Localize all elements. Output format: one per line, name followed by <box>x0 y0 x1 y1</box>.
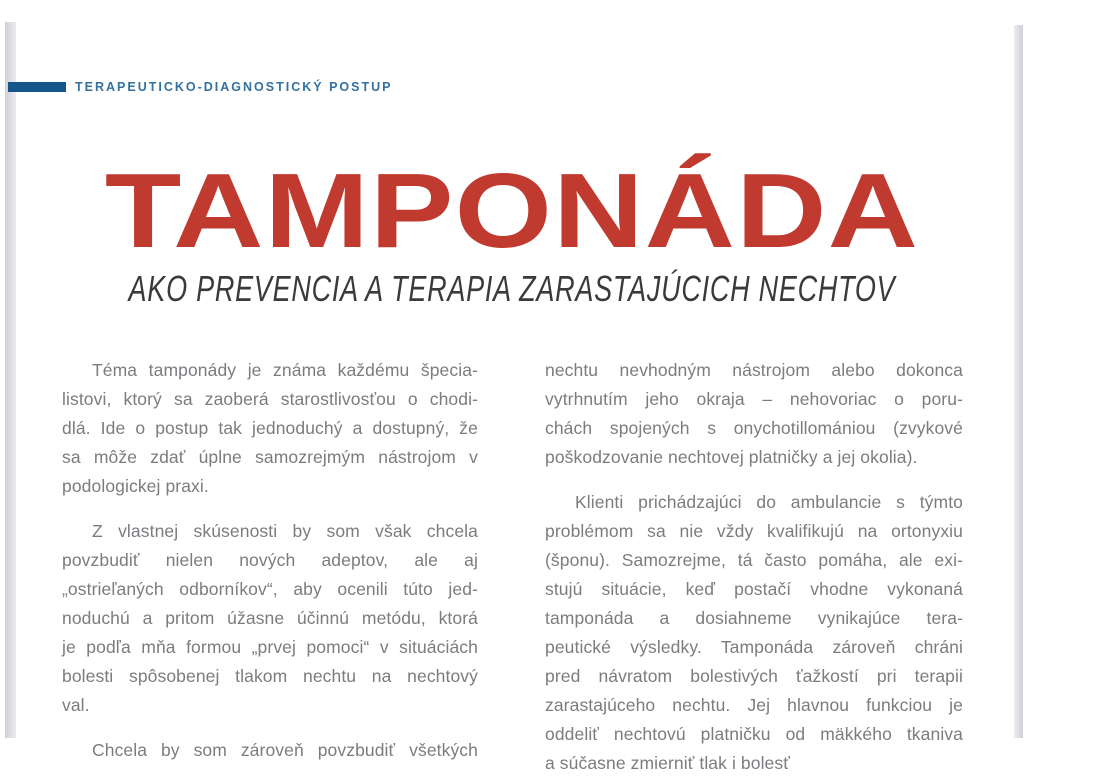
text-column-right <box>545 356 963 771</box>
text-line: noduchú a pritom úžasne účinnú metódu, ktorá <box>62 608 478 628</box>
article-title: TAMPONÁDA <box>104 152 920 270</box>
text-line: je podľa mňa formou „prvej pomoci“ v situáciách <box>62 637 478 657</box>
paragraph <box>62 356 478 501</box>
text-line: tamponáda a dosiahneme vynikajúce tera- <box>545 608 963 628</box>
text-line: zarastajúceho nechtu. Jej hlavnou funkciou je <box>545 695 963 715</box>
text-line: listovi, ktorý sa zaoberá starostlivosťou o chodi- <box>62 389 478 409</box>
text-line: stujú situácie, keď postačí vhodne vykonaná <box>545 579 963 599</box>
text-line: poškodzovanie nechtovej platničky a jej okolia). <box>545 447 918 467</box>
paragraph <box>545 356 963 472</box>
text-line: sa môže zdať úplne samozrejmým nástrojom v <box>62 447 478 467</box>
text-line: Klienti prichádzajúci do ambulancie s týmto <box>575 492 963 512</box>
paragraph <box>545 488 963 773</box>
paragraph <box>62 517 478 720</box>
text-line: nechtu nevhodným nástrojom alebo dokonca <box>545 360 963 380</box>
text-line: chách spojených s onychotillomániou (zvykové <box>545 418 963 438</box>
text-line: oddeliť nechtovú platničku od mäkkého tkaniva <box>545 724 963 744</box>
text-line: (šponu). Samozrejme, tá často pomáha, ale exi- <box>545 550 963 570</box>
page-edge-left <box>5 22 16 738</box>
text-line-clipped: a súčasne zmierniť tlak i bolesť <box>545 753 790 773</box>
paragraph <box>62 736 478 765</box>
text-line: vytrhnutím jeho okraja – nehovoriac o poru- <box>545 389 963 409</box>
text-line: povzbudiť nielen nových adeptov, ale aj <box>62 550 478 570</box>
text-line: podologickej praxi. <box>62 476 209 496</box>
text-line: bolesti spôsobenej tlakom nechtu na nechtový <box>62 666 478 686</box>
text-column-left <box>62 356 478 781</box>
text-line: dlá. Ide o postup tak jednoduchý a dostupný, že <box>62 418 478 438</box>
text-line: „ostrieľaných odborníkov“, aby ocenili túto jed- <box>62 579 478 599</box>
article-subtitle: AKO PREVENCIA A TERAPIA ZARASTAJÚCICH NECHTOV <box>128 268 896 309</box>
text-line: pred návratom bolestivých ťažkostí pri terapii <box>545 666 963 686</box>
accent-bar <box>8 82 66 92</box>
text-line: peutické výsledky. Tamponáda zároveň chráni <box>545 637 963 657</box>
text-line: Chcela by som zároveň povzbudiť všetkých <box>92 740 478 760</box>
text-line: Z vlastnej skúsenosti by som však chcela <box>92 521 478 541</box>
section-header <box>8 80 393 94</box>
page-edge-right <box>1014 25 1023 738</box>
text-line: Téma tamponády je známa každému špecia- <box>92 360 478 380</box>
text-line: problémom sa nie vždy kvalifikujú na ortonyxiu <box>545 521 963 541</box>
text-line: val. <box>62 695 90 715</box>
section-label: TERAPEUTICKO-DIAGNOSTICKÝ POSTUP <box>75 80 393 94</box>
